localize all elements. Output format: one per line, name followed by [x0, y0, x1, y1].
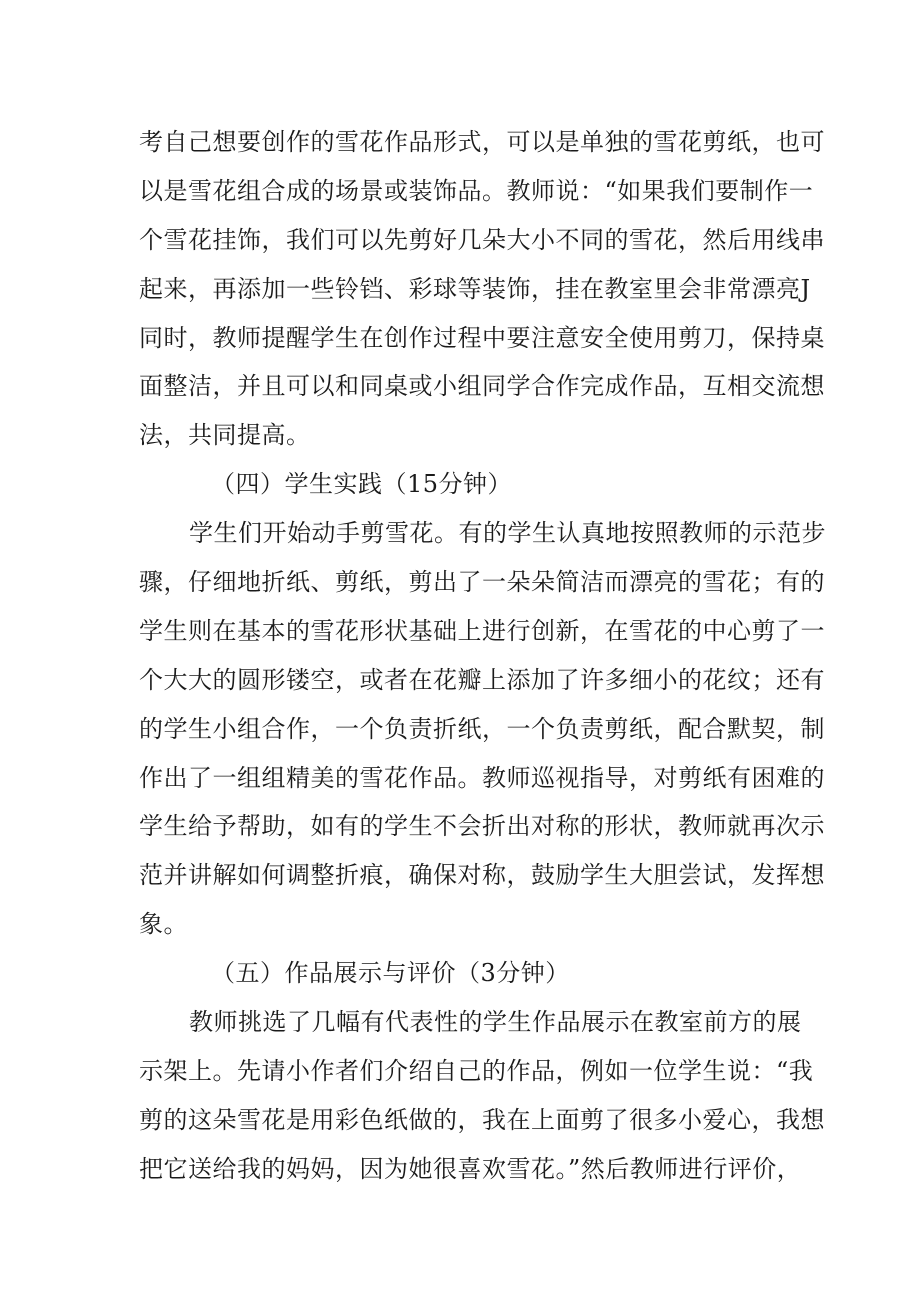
text-line: 考自己想要创作的雪花作品形式，可以是单独的雪花剪纸，也可: [139, 128, 825, 156]
text-line: 示架上。先请小作者们介绍自己的作品，例如一位学生说：“我: [139, 1056, 814, 1085]
text-line: 范并讲解如何调整折痕，确保对称，鼓励学生大胆尝试，发挥想: [139, 861, 825, 890]
document-body: [139, 118, 826, 1194]
paragraph-continued: [139, 118, 825, 460]
section-heading-student-practice: （四）学生实践（15分钟）: [211, 470, 513, 499]
text-line: 学生们开始动手剪雪花。有的学生认真地按照教师的示范步: [189, 519, 826, 548]
text-line: 把它送给我的妈妈，因为她很喜欢雪花。”然后教师进行评价，: [139, 1154, 802, 1183]
text-line: 学生则在基本的雪花形状基础上进行创新，在雪花的中心剪了一: [139, 616, 825, 645]
text-line: 面整洁，并且可以和同桌或小组同学合作完成作品，互相交流想: [139, 372, 825, 401]
paragraph-work-display: [139, 998, 825, 1194]
section-heading-work-display: （五）作品展示与评价（3分钟）: [211, 959, 570, 988]
text-line: 学生给予帮助，如有的学生不会折出对称的形状，教师就再次示: [139, 812, 825, 841]
text-line: 个雪花挂饰，我们可以先剪好几朵大小不同的雪花，然后用线串: [139, 225, 825, 254]
text-line: 教师挑选了几幅有代表性的学生作品展示在教室前方的展: [189, 1008, 802, 1037]
text-line: 作出了一组组精美的雪花作品。教师巡视指导，对剪纸有困难的: [139, 763, 825, 792]
text-line: 起来，再添加一些铃铛、彩球等装饰，挂在教室里会非常漂亮J: [139, 274, 811, 303]
text-line: 剪的这朵雪花是用彩色纸做的，我在上面剪了很多小爱心，我想: [139, 1105, 825, 1134]
text-line: 的学生小组合作，一个负责折纸，一个负责剪纸，配合默契，制: [139, 714, 825, 743]
text-line: 同时，教师提醒学生在创作过程中要注意安全使用剪刀，保持桌: [139, 323, 825, 352]
text-line: 个大大的圆形镂空，或者在花瓣上添加了许多细小的花纹；还有: [139, 665, 825, 694]
text-line: 法，共同提高。: [139, 421, 311, 450]
text-line: 骤，仔细地折纸、剪纸，剪出了一朵朵简洁而漂亮的雪花；有的: [139, 568, 825, 597]
paragraph-student-practice: [139, 509, 826, 949]
text-line: 象。: [139, 910, 188, 939]
text-line: 以是雪花组合成的场景或装饰品。教师说：“如果我们要制作一: [139, 176, 814, 205]
